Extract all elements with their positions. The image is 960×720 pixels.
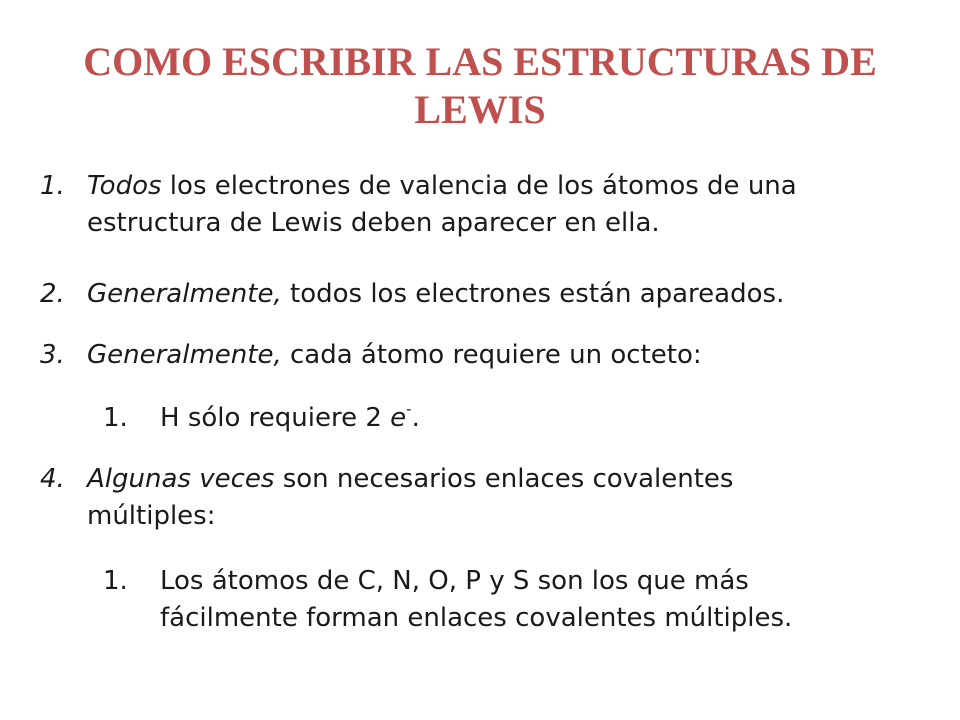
item-text: H sólo requiere 2 [160, 403, 391, 433]
item-number: 4. [40, 464, 65, 494]
item-number: 1. [103, 566, 128, 596]
item-text: los electrones de valencia de los átomos de una estructura de Lewis deben aparecer en ella. [87, 171, 797, 238]
item-number: 2. [40, 279, 65, 309]
item-number: 1. [40, 171, 65, 201]
slide-title [40, 38, 920, 134]
item-emphasis: e [390, 403, 407, 433]
item-emphasis: Algunas veces [87, 464, 275, 494]
list-item-2 [40, 276, 920, 313]
title-line-1: COMO ESCRIBIR LAS ESTRUCTURAS DE [83, 39, 877, 84]
list-item-3 [40, 337, 920, 374]
title-line-2: LEWIS [414, 87, 546, 132]
item-emphasis: Todos [87, 171, 162, 201]
item-text-line-2: fácilmente forman enlaces covalentes múltiples. [160, 603, 793, 633]
superscript: - [406, 400, 412, 419]
item-text-line-1: Los átomos de C, N, O, P y S son los que más [160, 566, 749, 596]
list-subitem-4-1 [103, 563, 923, 637]
item-number: 3. [40, 340, 65, 370]
item-text: cada átomo requiere un octeto: [281, 340, 702, 370]
list-item-4 [40, 461, 920, 535]
item-number: 1. [103, 403, 128, 433]
item-text: son necesarios enlaces covalentes múltiples: [87, 464, 734, 531]
item-emphasis: Generalmente, [87, 340, 282, 370]
list-item-1 [40, 168, 920, 242]
item-emphasis: Generalmente, [87, 279, 282, 309]
list-subitem-3-1 [103, 400, 903, 437]
item-text-end: . [411, 403, 420, 433]
item-text: todos los electrones están apareados. [281, 279, 785, 309]
